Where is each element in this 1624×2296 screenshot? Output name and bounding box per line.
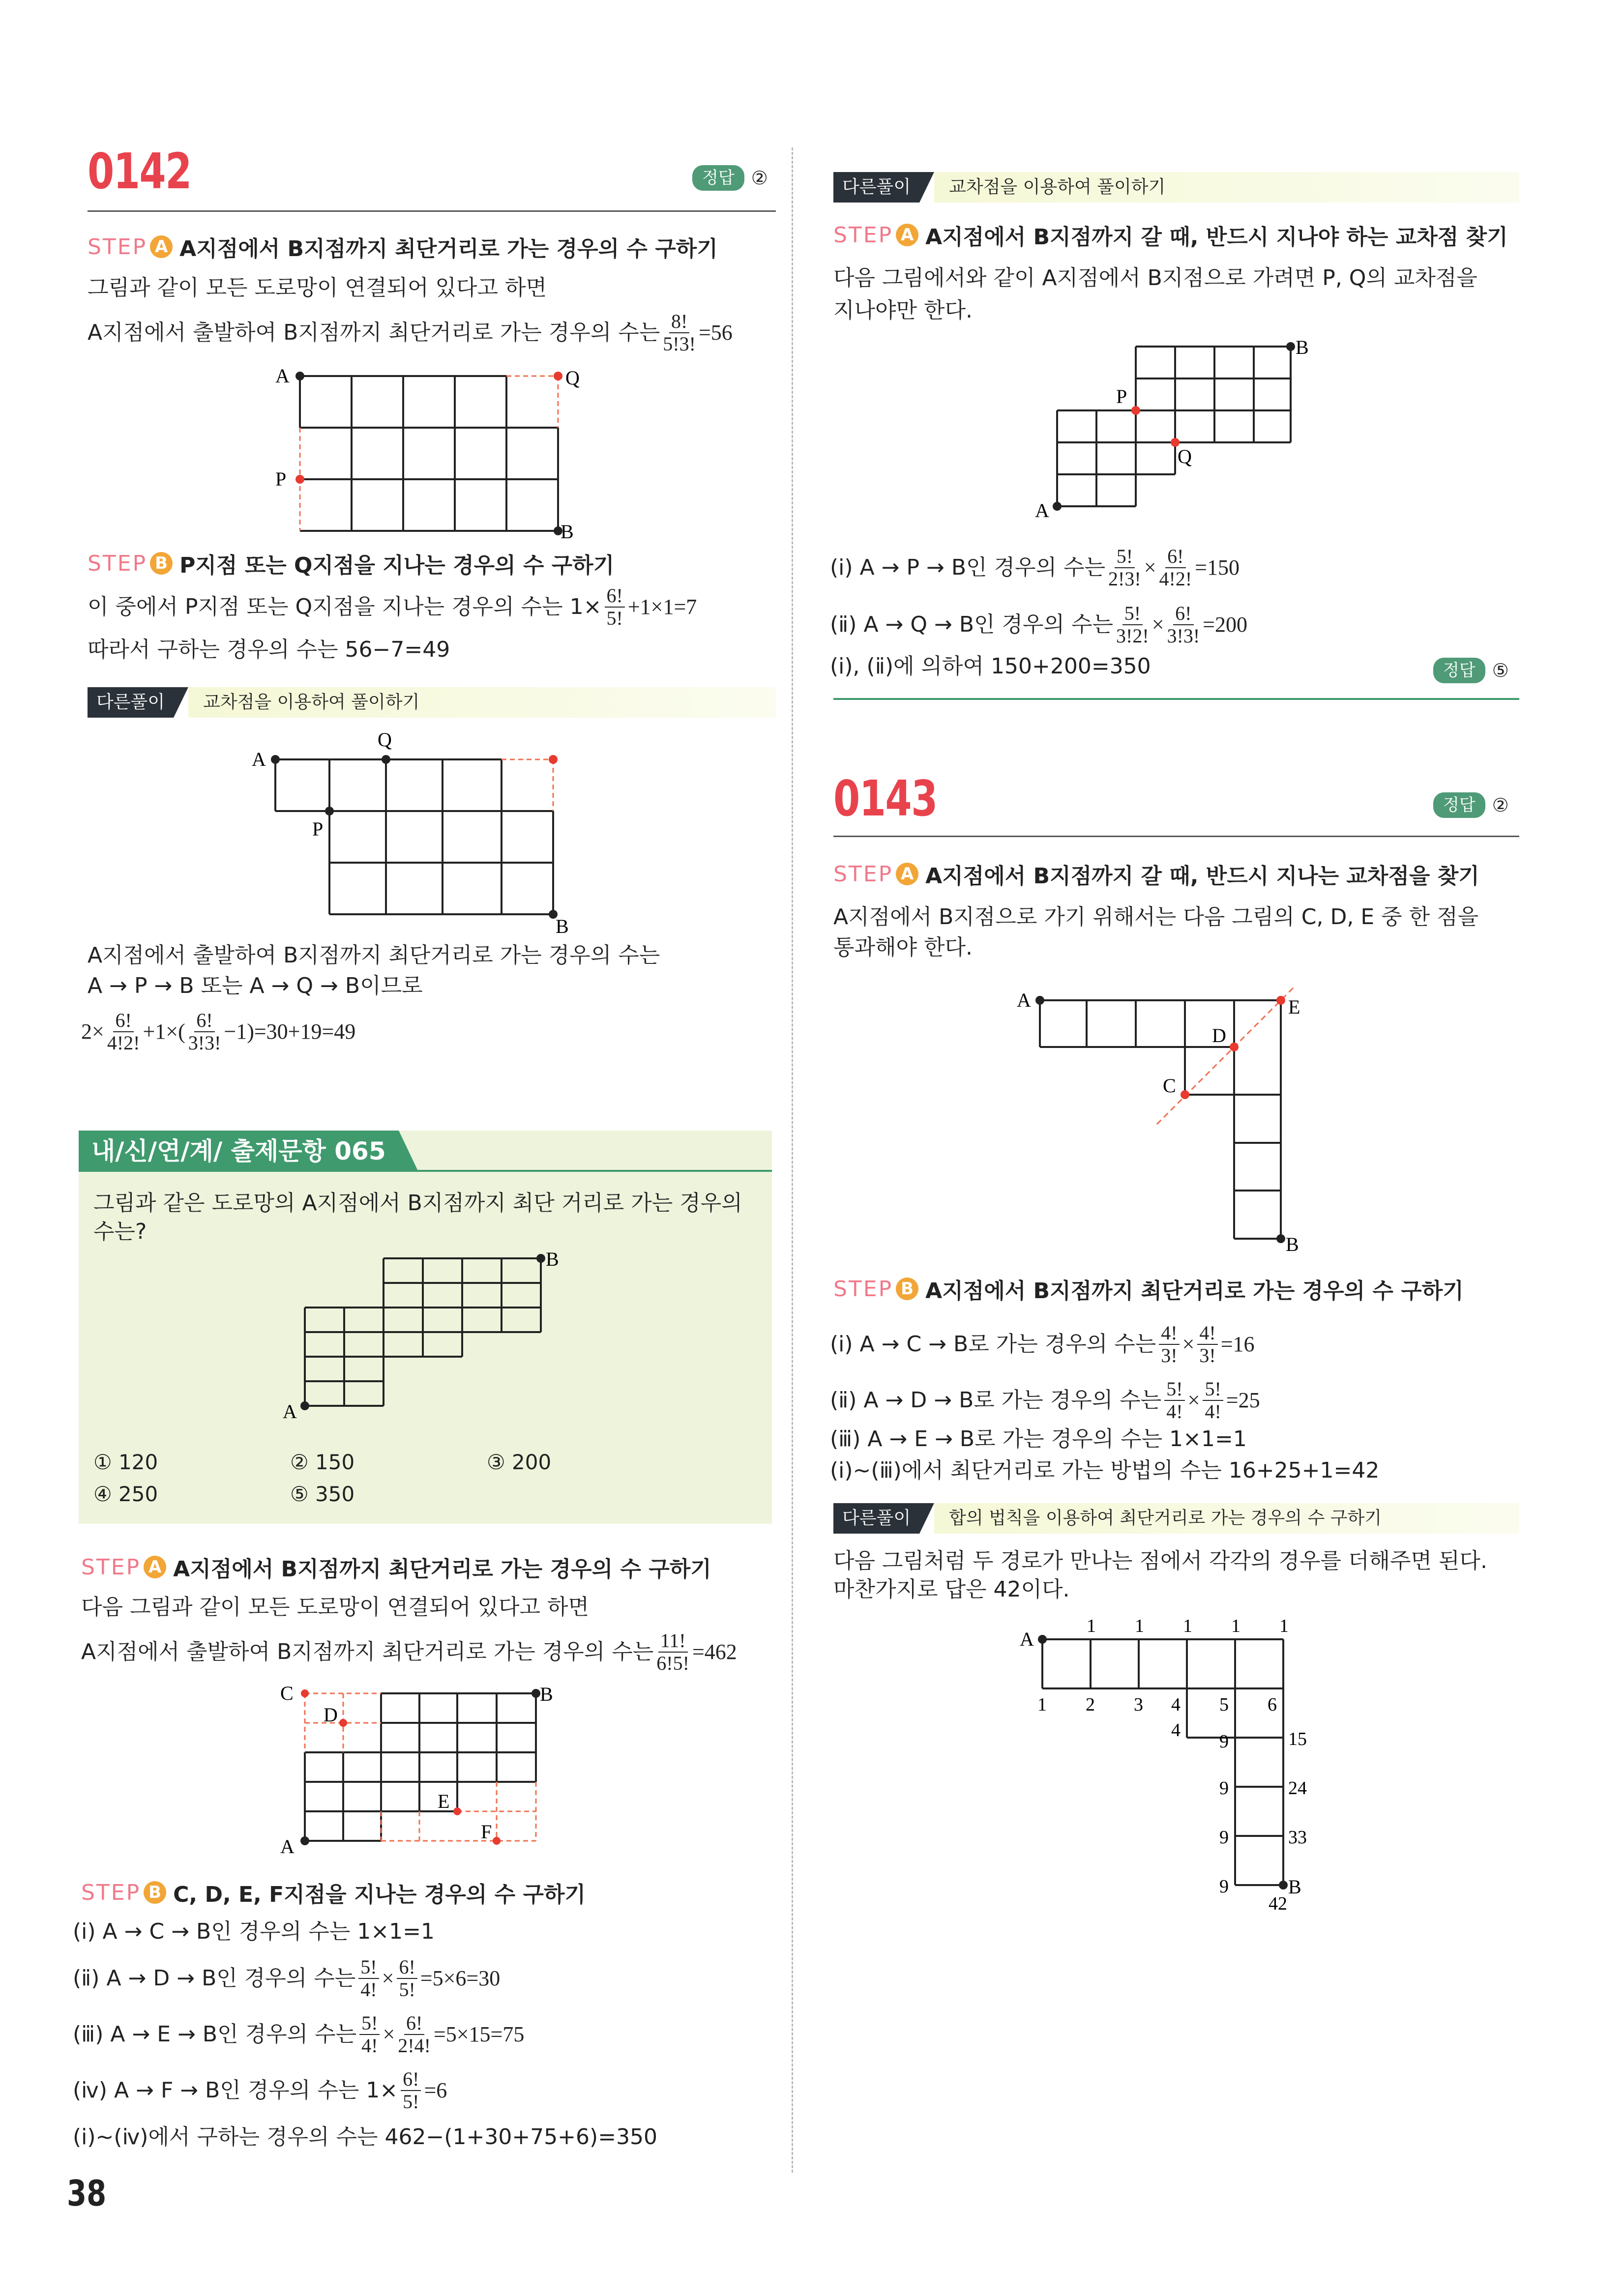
fraction xyxy=(397,1956,417,2001)
alt-tag: 다른풀이 xyxy=(833,172,919,203)
answer-tag: 정답 xyxy=(1433,792,1485,818)
times: × xyxy=(1144,555,1156,580)
count-label: 1 xyxy=(1279,1616,1289,1636)
label-b: B xyxy=(546,1248,559,1270)
label-b: B xyxy=(1288,1876,1301,1898)
result: =16 xyxy=(1220,1332,1255,1356)
label-a: A xyxy=(1035,499,1049,521)
step-a-heading xyxy=(88,231,718,262)
text-line: 그림과 같이 모든 도로망이 연결되어 있다고 하면 xyxy=(88,275,547,300)
fraction xyxy=(1159,1322,1179,1366)
column-divider xyxy=(792,147,793,2173)
step-b-heading xyxy=(81,1877,586,1908)
label-d: D xyxy=(324,1704,338,1726)
result: −1)=30+19=49 xyxy=(224,1019,356,1044)
step-title: A지점에서 B지점까지 최단거리로 가는 경우의 수 구하기 xyxy=(925,1279,1464,1304)
step-letter: B xyxy=(150,552,173,575)
answer-badge xyxy=(692,165,768,191)
count-label: 1 xyxy=(1231,1616,1240,1636)
text-line: 지나야만 한다. xyxy=(833,298,973,323)
count-label: 1 xyxy=(1037,1694,1047,1715)
label-b: B xyxy=(540,1683,553,1705)
text: (ⅱ) A → D → B로 가는 경우의 수는 xyxy=(830,1388,1162,1413)
step-title: A지점에서 B지점까지 최단거리로 가는 경우의 수 구하기 xyxy=(179,236,718,262)
denominator: 3! xyxy=(1199,1344,1216,1366)
numerator: 6! xyxy=(401,2068,421,2091)
count-label: 5 xyxy=(1219,1694,1229,1715)
denominator: 4! xyxy=(1166,1400,1183,1423)
step-letter: A xyxy=(144,1556,166,1578)
question-header xyxy=(79,1131,418,1172)
answer-tag: 정답 xyxy=(1433,658,1485,683)
result: =150 xyxy=(1195,555,1240,580)
numerator: 6! xyxy=(113,1010,133,1032)
alt-solution-banner xyxy=(833,172,1519,203)
times: × xyxy=(382,1966,394,1990)
count-label: 4 xyxy=(1171,1694,1181,1715)
step-title: A지점에서 B지점까지 갈 때, 반드시 지나야 하는 교차점 찾기 xyxy=(925,225,1508,250)
text: (ⅳ) A → F → B인 경우의 수는 1× xyxy=(73,2078,398,2103)
header-wedge xyxy=(399,1131,418,1172)
count-label: 1 xyxy=(1087,1616,1096,1636)
result: =462 xyxy=(692,1640,737,1664)
step-title: A지점에서 B지점까지 갈 때, 반드시 지나는 교차점을 찾기 xyxy=(925,864,1479,889)
count-label: 1 xyxy=(1183,1616,1192,1636)
text: 이 중에서 P지점 또는 Q지점을 지나는 경우의 수는 1× xyxy=(88,594,602,619)
grid-figure-0142-intersection xyxy=(1023,334,1328,521)
step-label: STEP xyxy=(88,551,148,576)
step-letter: A xyxy=(150,235,173,258)
denominator: 6!5! xyxy=(656,1652,689,1674)
answer-value: ② xyxy=(751,167,768,189)
grid-figure-0143-l-shape xyxy=(1013,978,1318,1258)
text-line: 따라서 구하는 경우의 수는 56−7=49 xyxy=(88,637,450,662)
formula-line xyxy=(73,2012,524,2057)
text: (ⅰ) A → C → B로 가는 경우의 수는 xyxy=(830,1332,1156,1357)
grid-figure-0142-full xyxy=(266,354,620,541)
text: (ⅱ) A → Q → B인 경우의 수는 xyxy=(830,612,1114,637)
denominator: 4! xyxy=(361,2034,378,2057)
label-q: Q xyxy=(565,367,580,389)
label-f: F xyxy=(481,1821,492,1843)
label-a: A xyxy=(1020,1628,1034,1650)
answer-badge xyxy=(1433,792,1509,818)
numerator: 5! xyxy=(358,1956,379,1979)
choice-4[interactable]: ④ 250 xyxy=(93,1482,158,1506)
fraction xyxy=(401,2068,421,2113)
result: =200 xyxy=(1203,612,1247,637)
text-line: (ⅰ), (ⅱ)에 의하여 150+200=350 xyxy=(830,654,1151,679)
label-b: B xyxy=(1296,336,1309,358)
numerator: 6! xyxy=(605,585,625,608)
alt-solution-banner xyxy=(833,1503,1519,1534)
fraction xyxy=(1108,546,1141,590)
label-p: P xyxy=(312,818,324,840)
step-title: A지점에서 B지점까지 최단거리로 가는 경우의 수 구하기 xyxy=(173,1557,711,1582)
choice-3[interactable]: ③ 200 xyxy=(487,1450,552,1474)
label-a: A xyxy=(275,365,290,387)
step-a-heading xyxy=(833,858,1479,890)
label-c: C xyxy=(1163,1075,1176,1097)
step-letter: A xyxy=(896,863,918,885)
fraction xyxy=(1197,1322,1217,1366)
text: A지점에서 출발하여 B지점까지 최단거리로 가는 경우의 수는 xyxy=(81,1639,654,1664)
label-b: B xyxy=(556,915,569,937)
answer-badge xyxy=(1433,658,1509,683)
count-label: 15 xyxy=(1288,1729,1307,1749)
fraction xyxy=(188,1010,221,1054)
text-line: 다음 그림처럼 두 경로가 만나는 점에서 각각의 경우를 더해주면 된다. xyxy=(833,1548,1487,1573)
numerator: 5! xyxy=(1115,546,1135,568)
fraction xyxy=(663,311,696,355)
fraction xyxy=(1116,603,1149,647)
denominator: 3!3! xyxy=(1167,625,1200,647)
numerator: 5! xyxy=(1122,603,1143,625)
step-title: C, D, E, F지점을 지나는 경우의 수 구하기 xyxy=(173,1882,586,1907)
choice-5[interactable]: ⑤ 350 xyxy=(290,1482,355,1506)
step-a-heading xyxy=(833,219,1508,251)
formula-line xyxy=(830,1378,1260,1423)
step-letter: A xyxy=(896,224,918,246)
label-c: C xyxy=(280,1682,294,1704)
denominator: 4! xyxy=(360,1978,377,2001)
fraction xyxy=(107,1010,140,1054)
alt-tag: 다른풀이 xyxy=(833,1503,919,1534)
count-label: 9 xyxy=(1219,1778,1229,1799)
label-d: D xyxy=(1212,1024,1226,1046)
fraction xyxy=(1167,603,1200,647)
label-a: A xyxy=(280,1835,295,1858)
text: 2× xyxy=(81,1019,104,1044)
step-b-heading xyxy=(88,548,614,579)
question-text: 그림과 같은 도로망의 A지점에서 B지점까지 최단 거리로 가는 경우의 xyxy=(93,1191,742,1216)
denominator: 5! xyxy=(403,2091,419,2113)
alt-title: 교차점을 이용하여 풀이하기 xyxy=(188,687,776,718)
result: =56 xyxy=(698,320,733,345)
label-e: E xyxy=(1288,996,1300,1018)
step-letter: B xyxy=(896,1278,918,1300)
text-line: (ⅰ) A → C → B인 경우의 수는 1×1=1 xyxy=(73,1919,435,1944)
text: (ⅲ) A → E → B인 경우의 수는 xyxy=(73,2022,357,2047)
denominator: 4!2! xyxy=(1159,568,1192,590)
step-label: STEP xyxy=(833,1276,893,1302)
tag-wedge xyxy=(919,172,934,203)
denominator: 4! xyxy=(1205,1400,1221,1423)
divider xyxy=(88,210,776,212)
fraction xyxy=(1203,1378,1223,1423)
numerator: 6! xyxy=(1165,546,1185,568)
label-p: P xyxy=(275,468,287,490)
label-b: B xyxy=(1286,1233,1299,1255)
formula-line xyxy=(81,1630,737,1674)
count-label: 42 xyxy=(1269,1893,1287,1914)
step-label: STEP xyxy=(833,222,893,248)
fraction xyxy=(605,585,625,629)
question-grid-figure xyxy=(280,1244,575,1430)
formula-line xyxy=(73,2068,447,2113)
numerator: 4! xyxy=(1159,1322,1179,1345)
numerator: 4! xyxy=(1197,1322,1217,1345)
step-label: STEP xyxy=(81,1880,141,1905)
times: × xyxy=(1152,612,1164,637)
text-line: A지점에서 B지점으로 가기 위해서는 다음 그림의 C, D, E 중 한 점을 xyxy=(833,904,1479,930)
result: =25 xyxy=(1226,1388,1260,1412)
numerator: 8! xyxy=(669,311,689,333)
choice-2[interactable]: ② 150 xyxy=(290,1450,355,1474)
numerator: 5! xyxy=(359,2012,380,2035)
denominator: 5! xyxy=(399,1978,415,2001)
text: (ⅱ) A → D → B인 경우의 수는 xyxy=(73,1966,356,1991)
denominator: 3!3! xyxy=(188,1032,221,1054)
numerator: 6! xyxy=(397,1956,417,1979)
numerator: 11! xyxy=(658,1630,688,1653)
formula-line xyxy=(88,585,697,629)
denominator: 5!3! xyxy=(663,333,696,355)
fraction xyxy=(1164,1378,1184,1423)
answer-value: ② xyxy=(1492,794,1509,816)
numerator: 5! xyxy=(1164,1378,1184,1401)
label-e: E xyxy=(438,1790,450,1812)
formula-line xyxy=(73,1956,500,2001)
alt-tag: 다른풀이 xyxy=(88,687,174,718)
alt-title: 교차점을 이용하여 풀이하기 xyxy=(934,172,1519,203)
formula-line xyxy=(81,1010,355,1054)
problem-number-0142: 0142 xyxy=(88,143,191,200)
formula-line xyxy=(830,546,1240,590)
denominator: 3!2! xyxy=(1116,625,1149,647)
solution-grid-figure xyxy=(275,1681,570,1868)
count-label: 1 xyxy=(1135,1616,1144,1636)
text-line: 다음 그림과 같이 모든 도로망이 연결되어 있다고 하면 xyxy=(81,1595,589,1620)
count-label: 33 xyxy=(1288,1827,1307,1848)
result: +1×1=7 xyxy=(627,595,697,619)
times: × xyxy=(383,2022,395,2046)
fraction xyxy=(656,1630,689,1674)
label-a: A xyxy=(283,1400,297,1423)
question-header-text: 내/신/연/계/ 출제문항 065 xyxy=(79,1131,399,1172)
denominator: 2!4! xyxy=(398,2034,431,2057)
numerator: 6! xyxy=(1173,603,1193,625)
count-label: 9 xyxy=(1219,1876,1229,1897)
label-b: B xyxy=(561,521,574,541)
numerator: 5! xyxy=(1203,1378,1223,1401)
count-label: 2 xyxy=(1086,1694,1095,1715)
denominator: 2!3! xyxy=(1108,568,1141,590)
result: =5×6=30 xyxy=(420,1966,501,1990)
formula-line xyxy=(830,603,1247,647)
times: × xyxy=(1182,1332,1195,1356)
problem-number-0143: 0143 xyxy=(833,770,937,827)
step-label: STEP xyxy=(88,234,148,260)
counting-grid-figure xyxy=(1013,1612,1318,1917)
page-number: 38 xyxy=(67,2173,107,2214)
count-label: 9 xyxy=(1219,1827,1229,1848)
count-label: 4 xyxy=(1171,1720,1181,1741)
text-line: 마찬가지로 답은 42이다. xyxy=(833,1577,1070,1602)
text-line: A지점에서 출발하여 B지점까지 최단거리로 가는 경우의 수는 xyxy=(88,943,660,968)
denominator: 4!2! xyxy=(107,1032,140,1054)
label-a: A xyxy=(1017,989,1031,1011)
count-label: 24 xyxy=(1288,1778,1307,1799)
grid-figure-0142-alt xyxy=(246,732,600,939)
label-q: Q xyxy=(1178,445,1192,467)
answer-value: ⑤ xyxy=(1492,660,1509,681)
text: (ⅰ) A → P → B인 경우의 수는 xyxy=(830,555,1106,580)
numerator: 6! xyxy=(404,2012,424,2035)
text-line: (ⅰ)~(ⅳ)에서 구하는 경우의 수는 462−(1+30+75+6)=350 xyxy=(73,2124,658,2150)
text-line: 다음 그림에서와 같이 A지점에서 B지점으로 가려면 P, Q의 교차점을 xyxy=(833,265,1477,291)
header-rule xyxy=(374,1170,772,1172)
text-line: 통과해야 한다. xyxy=(833,935,973,960)
label-a: A xyxy=(252,748,266,770)
tag-wedge xyxy=(174,687,188,718)
count-label: 9 xyxy=(1219,1731,1229,1752)
numerator: 6! xyxy=(194,1010,214,1032)
text: A지점에서 출발하여 B지점까지 최단거리로 가는 경우의 수는 xyxy=(88,320,660,345)
times: × xyxy=(1187,1388,1200,1412)
step-label: STEP xyxy=(81,1554,141,1580)
question-text: 수는? xyxy=(93,1219,147,1244)
label-p: P xyxy=(1116,385,1127,407)
step-a-heading xyxy=(81,1551,711,1583)
formula-line xyxy=(830,1322,1255,1366)
step-b-heading xyxy=(833,1273,1464,1305)
text: +1×( xyxy=(143,1019,185,1044)
text-line: A → P → B 또는 A → Q → B이므로 xyxy=(88,973,423,998)
denominator: 5! xyxy=(606,607,623,629)
step-label: STEP xyxy=(833,861,893,887)
label-q: Q xyxy=(378,732,392,751)
step-letter: B xyxy=(144,1881,166,1904)
tag-wedge xyxy=(919,1503,934,1534)
result: =5×15=75 xyxy=(433,2022,525,2046)
denominator: 3! xyxy=(1161,1344,1178,1366)
count-label: 6 xyxy=(1268,1694,1277,1715)
result: =6 xyxy=(424,2078,447,2102)
text-line: (ⅰ)~(ⅲ)에서 최단거리로 가는 방법의 수는 16+25+1=42 xyxy=(830,1458,1380,1483)
fraction xyxy=(359,2012,380,2057)
fraction xyxy=(358,1956,379,2001)
step-title: P지점 또는 Q지점을 지나는 경우의 수 구하기 xyxy=(179,553,615,578)
section-rule xyxy=(833,698,1519,700)
choice-1[interactable]: ① 120 xyxy=(93,1450,158,1474)
formula-line xyxy=(88,311,733,355)
text-line: (ⅲ) A → E → B로 가는 경우의 수는 1×1=1 xyxy=(830,1426,1247,1452)
count-label: 3 xyxy=(1134,1694,1143,1715)
answer-tag: 정답 xyxy=(692,165,744,191)
alt-solution-banner xyxy=(88,687,776,718)
divider xyxy=(833,836,1519,837)
alt-title: 합의 법칙을 이용하여 최단거리로 가는 경우의 수 구하기 xyxy=(934,1503,1519,1534)
fraction xyxy=(398,2012,431,2057)
fraction xyxy=(1159,546,1192,590)
